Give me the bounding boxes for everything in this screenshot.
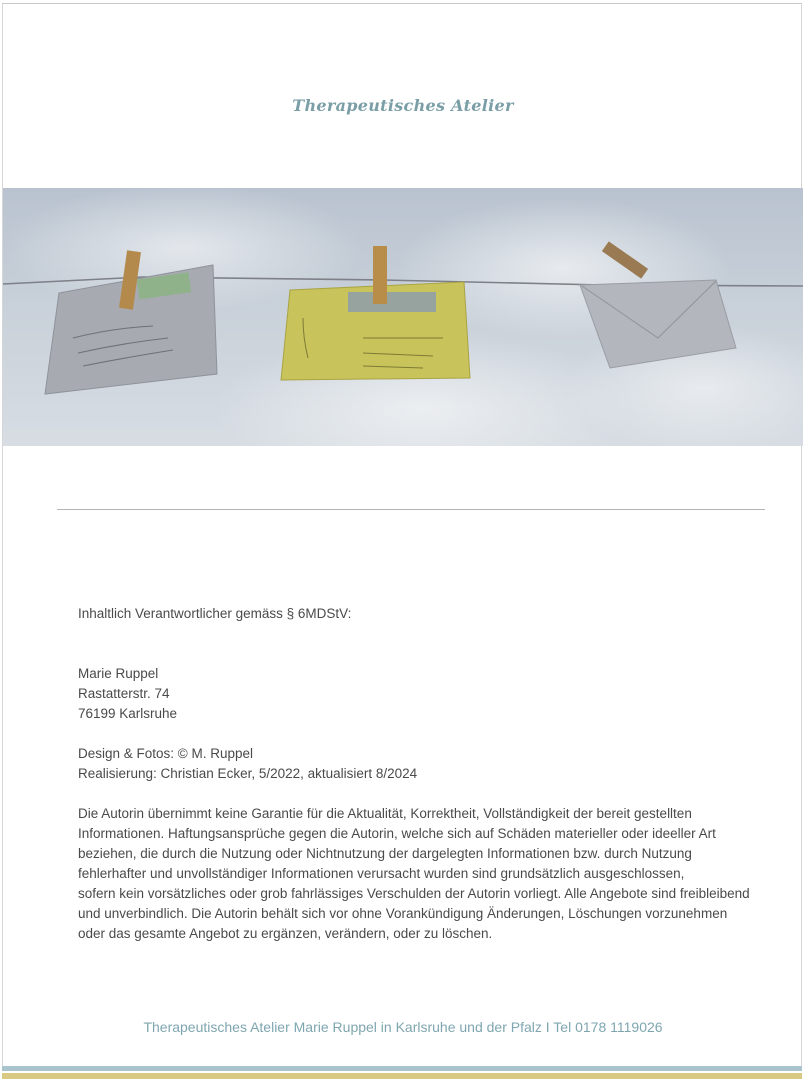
disclaimer-line: Informationen. Haftungsansprüche gegen die Autorin, welche sich auf Schäden materieller oder ideeller Art <box>78 826 716 841</box>
design-credit: Design & Fotos: © M. Ruppel <box>78 746 254 761</box>
disclaimer-line: beziehen, die durch die Nutzung oder Nichtnutzung der dargelegten Informationen bzw. durch Nutzung <box>78 846 692 861</box>
footer-contact: Therapeutisches Atelier Marie Ruppel in Karlsruhe und der Pfalz I Tel 0178 1119026 <box>143 1019 663 1035</box>
content-divider <box>57 509 765 510</box>
disclaimer-line: oder das gesamte Angebot zu ergänzen, verändern, oder zu löschen. <box>78 926 493 941</box>
envelope-right <box>580 241 736 368</box>
disclaimer-line: sofern kein vorsätzliches oder grob fahrlässiges Verschulden der Autorin vorliegt. Alle Angebote sind freibleibend <box>78 886 750 901</box>
photo-envelopes-on-clothesline-icon <box>3 188 803 446</box>
disclaimer-paragraph <box>78 804 750 944</box>
credits-block <box>78 744 417 784</box>
disclaimer-line: und unverbindlich. Die Autorin behält sich vor ohne Vorankündigung Änderungen, Löschungen vorzunehmen <box>78 906 728 921</box>
envelope-left <box>45 250 217 394</box>
site-logo[interactable]: Therapeutisches Atelier <box>292 96 514 115</box>
disclaimer-line: fehlerhafter und unvollständiger Informationen verursacht wurden sind grundsätzlich ausgeschlossen, <box>78 866 685 881</box>
disclaimer-line: Die Autorin übernimmt keine Garantie für die Aktualität, Korrektheit, Vollständigkeit der bereit gestellten <box>78 806 692 821</box>
contact-city: 76199 Karlsruhe <box>78 706 178 721</box>
header-banner-photo <box>3 188 803 446</box>
contact-name: Marie Ruppel <box>78 666 159 681</box>
responsible-heading: Inhaltlich Verantwortlicher gemäss § 6MDStV: <box>78 606 352 621</box>
contact-street: Rastatterstr. 74 <box>78 686 170 701</box>
envelope-center <box>281 246 470 380</box>
realisation-credit: Realisierung: Christian Ecker, 5/2022, aktualisiert 8/2024 <box>78 766 418 781</box>
footer-stripe-gold <box>2 1073 802 1079</box>
address-block <box>78 664 177 724</box>
